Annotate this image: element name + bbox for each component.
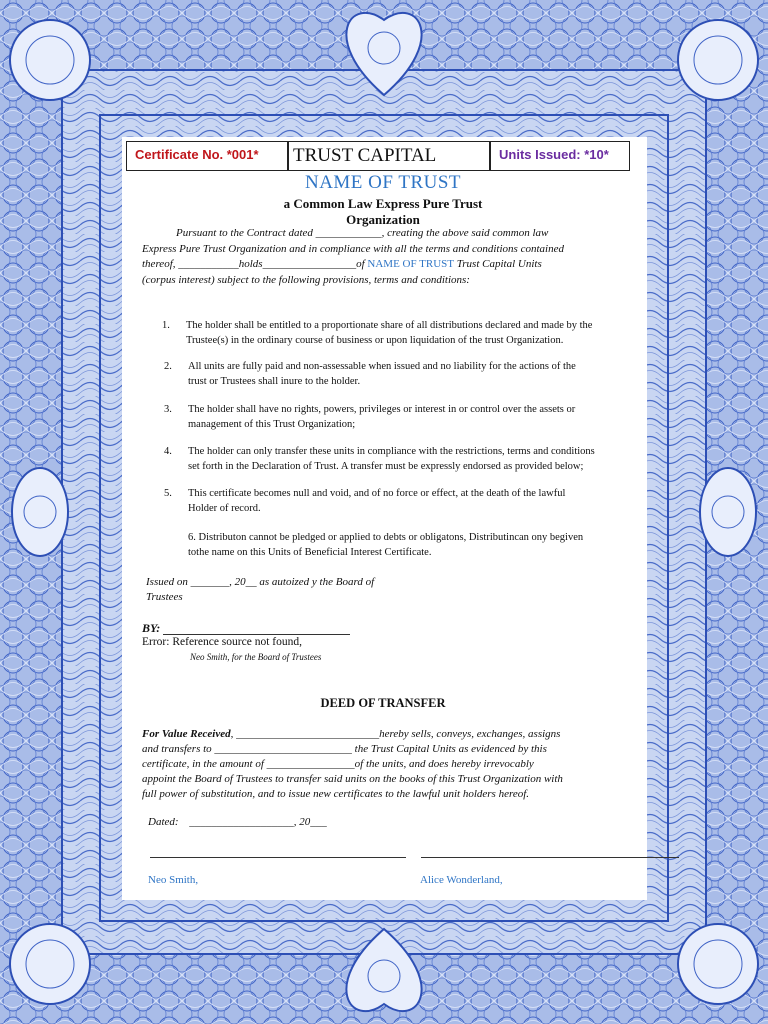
signature-line-left <box>150 857 406 858</box>
intro-line-3: thereof, ___________holds_________________of NAME OF TRUST Trust Capital Units <box>142 258 542 270</box>
by-label: BY: <box>142 621 161 635</box>
certificate-number: Certificate No. *001* <box>126 141 288 171</box>
value-received-label: For Value Received <box>142 728 231 740</box>
board-signer: Neo Smith, for the Board of Trustees <box>190 652 322 662</box>
units-issued: Units Issued: *10* <box>490 141 630 171</box>
intro-trust-name: NAME OF TRUST <box>367 258 454 270</box>
intro-line-2: Express Pure Trust Organization and in compliance with all the terms and conditions contained <box>142 242 564 255</box>
subtitle-line-2: Organization <box>346 212 420 227</box>
signer-left: Neo Smith, <box>148 874 199 886</box>
dated-field: Dated: ___________________, 20___ <box>148 816 327 828</box>
deed-heading: DEED OF TRANSFER <box>320 696 446 710</box>
certificate-title: TRUST CAPITAL <box>288 141 490 171</box>
trust-name: NAME OF TRUST <box>304 172 462 193</box>
intro-line-1: Pursuant to the Contract dated ____________, creating the above said common law <box>176 227 549 239</box>
signer-right: Alice Wonderland, <box>420 874 503 886</box>
intro-paragraph <box>142 226 627 288</box>
by-signature-line <box>163 634 350 635</box>
reference-error: Error: Reference source not found, <box>142 636 302 648</box>
intro-line-4: (corpus interest) subject to the following provisions, terms and conditions: <box>142 273 470 286</box>
deed-paragraph: For Value Received, __________________________hereby sells, conveys, exchanges, assigns and transfers to _________________________ the Trust Capital Units as evidenced by this certificate, in the amount of ________________of the units, and does hereby irrevocably appoint the Board of Trustees to transfer said units on the books of this Trust Organization with full power of substitution, and to issue new certificates to the lawful unit holders hereof. <box>142 728 563 800</box>
subtitle-line-1: a Common Law Express Pure Trust <box>283 196 483 211</box>
issued-statement: Issued on _______, 20__ as autoized y the Board of Trustees <box>146 576 375 603</box>
signature-line-right <box>421 857 679 858</box>
